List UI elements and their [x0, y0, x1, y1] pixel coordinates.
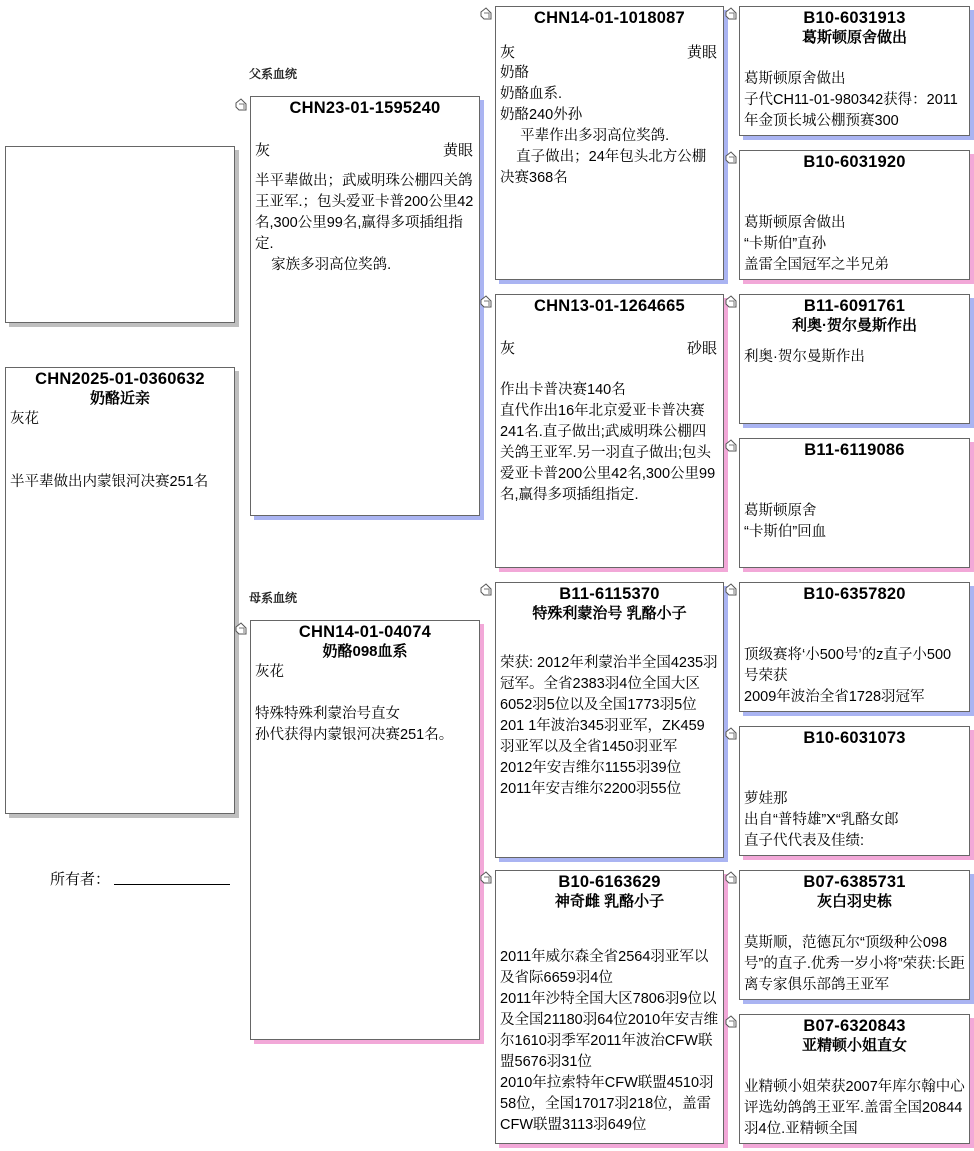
sdd-ring-number: B11-6119086: [804, 441, 905, 459]
sss-notes: 葛斯顿原舍做出 子代CH11-01-980342获得：2011年金顶长城公棚预赛300: [744, 71, 958, 129]
sire-eye: 黄眼: [442, 142, 473, 159]
sdd-card[interactable]: [739, 438, 970, 568]
sdd-name: [740, 460, 969, 480]
dam-dam-ring-number: B10-6163629: [558, 873, 661, 891]
dss-edit-icon[interactable]: [724, 583, 738, 597]
ssd-edit-icon[interactable]: [724, 151, 738, 165]
sire-sire-eye: 黄眼: [686, 44, 717, 61]
dam-section-label: 母系血统: [249, 591, 298, 605]
sds-ring-number: B11-6091761: [803, 297, 906, 315]
dam-notes: 特殊特殊利蒙治号直女 孙代获得内蒙银河决赛251名。: [255, 706, 454, 743]
sdd-notes: 葛斯顿原舍 “卡斯伯”回血: [744, 503, 827, 540]
ssd-card[interactable]: [739, 150, 970, 280]
subject-ring-number: CHN2025-01-0360632: [35, 370, 205, 388]
owner-label: 所有者：: [50, 871, 111, 888]
dam-sire-ring-number: B11-6115370: [559, 585, 660, 603]
sss-ring-number: B10-6031913: [803, 9, 906, 27]
ddd-name: 亚精顿小姐直女: [801, 1037, 907, 1054]
sire-notes: 半平辈做出；武威明珠公棚四关鸽王亚军.；包头爱亚卡普200公里42名,300公里99名,赢得多项插组指定. 家族多羽高位奖鸽.: [255, 173, 474, 273]
dsd-name: [740, 748, 969, 768]
sire-dam-ring-number: CHN13-01-1264665: [534, 297, 685, 315]
dds-ring-number: B07-6385731: [803, 873, 906, 891]
sire-color-row: [251, 140, 479, 161]
photo-placeholder[interactable]: [5, 146, 235, 323]
ddd-card[interactable]: [739, 1014, 970, 1144]
dam-dam-card[interactable]: [495, 870, 724, 1144]
sire-sire-ring-number: CHN14-01-1018087: [534, 9, 685, 27]
ss-edit-icon[interactable]: [479, 7, 493, 21]
dss-name: [740, 604, 969, 624]
ssd-name: [740, 172, 969, 192]
sire-dam-color: 灰: [500, 340, 516, 357]
sds-edit-icon[interactable]: [724, 295, 738, 309]
sire-ring-number: CHN23-01-1595240: [289, 99, 441, 117]
ddd-notes: 业精顿小姐荣获2007年库尔翰中心评选幼鸽鸽王亚军.盖雷全国20844羽4位.亚精顿全国: [744, 1079, 965, 1137]
ddd-edit-icon[interactable]: [724, 1015, 738, 1029]
dsd-card[interactable]: [739, 726, 970, 856]
ddd-ring-number: B07-6320843: [803, 1017, 906, 1035]
dam-sire-notes: 荣获: 2012年利蒙治半全国4235羽冠军。全省2383羽4位全国大区6052羽5位以及全国1773羽5位 201 1年波治345羽亚军，ZK459羽亚军以及全省1450羽亚军 2012年安吉维尔1155羽39位 2011年安吉维尔2200羽55位: [500, 655, 718, 797]
sire-section-label: 父系血统: [249, 67, 298, 81]
subject-notes: 半平辈做出内蒙银河决赛251名: [10, 474, 209, 490]
dd-edit-icon[interactable]: [479, 871, 493, 885]
sds-notes: 利奥·贺尔曼斯作出: [744, 349, 865, 365]
sdd-edit-icon[interactable]: [724, 439, 738, 453]
dss-ring-number: B10-6357820: [803, 585, 906, 603]
dds-card[interactable]: [739, 870, 970, 1000]
sire-sire-notes: 奶酪 奶酪血系. 奶酪240外孙 平辈作出多羽高位奖鸽. 直子做出；24年包头北方公棚决赛368名: [500, 65, 707, 186]
sire-card[interactable]: [250, 96, 480, 516]
sss-name: 葛斯顿原舍做出: [801, 29, 907, 46]
subject-card[interactable]: [5, 367, 235, 814]
subject-color: 灰花: [10, 411, 39, 427]
sire-edit-icon[interactable]: [234, 98, 248, 112]
sss-edit-icon[interactable]: [724, 7, 738, 21]
dss-notes: 顶级赛将‘小500号’的z直子小500号荣获 2009年波治全省1728羽冠军: [744, 647, 952, 705]
dds-notes: 莫斯顺，范德瓦尔“顶级种公098号”的直子.优秀一岁小将”荣获:长距离专家俱乐部鸽王亚军: [744, 935, 965, 993]
dam-sire-card[interactable]: [495, 582, 724, 858]
owner-field[interactable]: [114, 884, 230, 885]
dsd-edit-icon[interactable]: [724, 727, 738, 741]
dam-name: 奶酪098血系: [322, 643, 408, 660]
dam-color: 灰花: [255, 664, 284, 680]
dam-sire-name: 特殊利蒙治号 乳酪小子: [532, 605, 687, 622]
sds-name: 利奥·贺尔曼斯作出: [792, 317, 917, 334]
sds-card[interactable]: [739, 294, 970, 424]
ssd-notes: 葛斯顿原舍做出 “卡斯伯”直孙 盖雷全国冠军之半兄弟: [744, 215, 889, 273]
sire-sire-card[interactable]: [495, 6, 724, 280]
sire-dam-card[interactable]: [495, 294, 724, 568]
dsd-ring-number: B10-6031073: [803, 729, 906, 747]
sire-dam-notes: 作出卡普决赛140名 直代作出16年北京爱亚卡普决赛241名.直子做出;武威明珠公棚四关鸽王亚军.另一羽直子做出;包头爱亚卡普200公里42名,300公里99名,赢得多项插组指定.: [500, 382, 716, 503]
sire-sire-color-row: [496, 42, 723, 63]
sd-edit-icon[interactable]: [479, 295, 493, 309]
sire-sire-color: 灰: [500, 44, 516, 61]
dam-card[interactable]: [250, 620, 480, 1040]
subject-name: 奶酪近亲: [89, 390, 150, 407]
dss-card[interactable]: [739, 582, 970, 712]
ssd-ring-number: B10-6031920: [803, 153, 906, 171]
ds-edit-icon[interactable]: [479, 583, 493, 597]
dam-dam-notes: 2011年威尔森全省2564羽亚军以及省际6659羽4位 2011年沙特全国大区7806羽9位以及全国21180羽64位2010年安吉维尔1610羽季军2011年波治CFW联盟5676羽31位 2010年拉索特年CFW联盟4510羽58位，全国17017羽218位，盖雷CFW联盟3113羽649位: [500, 949, 719, 1133]
sire-dam-color-row: [496, 338, 723, 359]
dam-edit-icon[interactable]: [234, 622, 248, 636]
dds-name: 灰白羽史栋: [816, 893, 892, 910]
dam-dam-name: 神奇雌 乳酪小子: [554, 893, 665, 910]
sire-dam-eye: 砂眼: [686, 340, 717, 357]
dam-ring-number: CHN14-01-04074: [298, 623, 432, 641]
sss-card[interactable]: [739, 6, 970, 136]
dsd-notes: 萝娃那 出自“普特雄”X“乳酪女郎 直子代代表及佳绩:: [744, 791, 899, 849]
sire-color: 灰: [255, 142, 271, 159]
dds-edit-icon[interactable]: [724, 871, 738, 885]
